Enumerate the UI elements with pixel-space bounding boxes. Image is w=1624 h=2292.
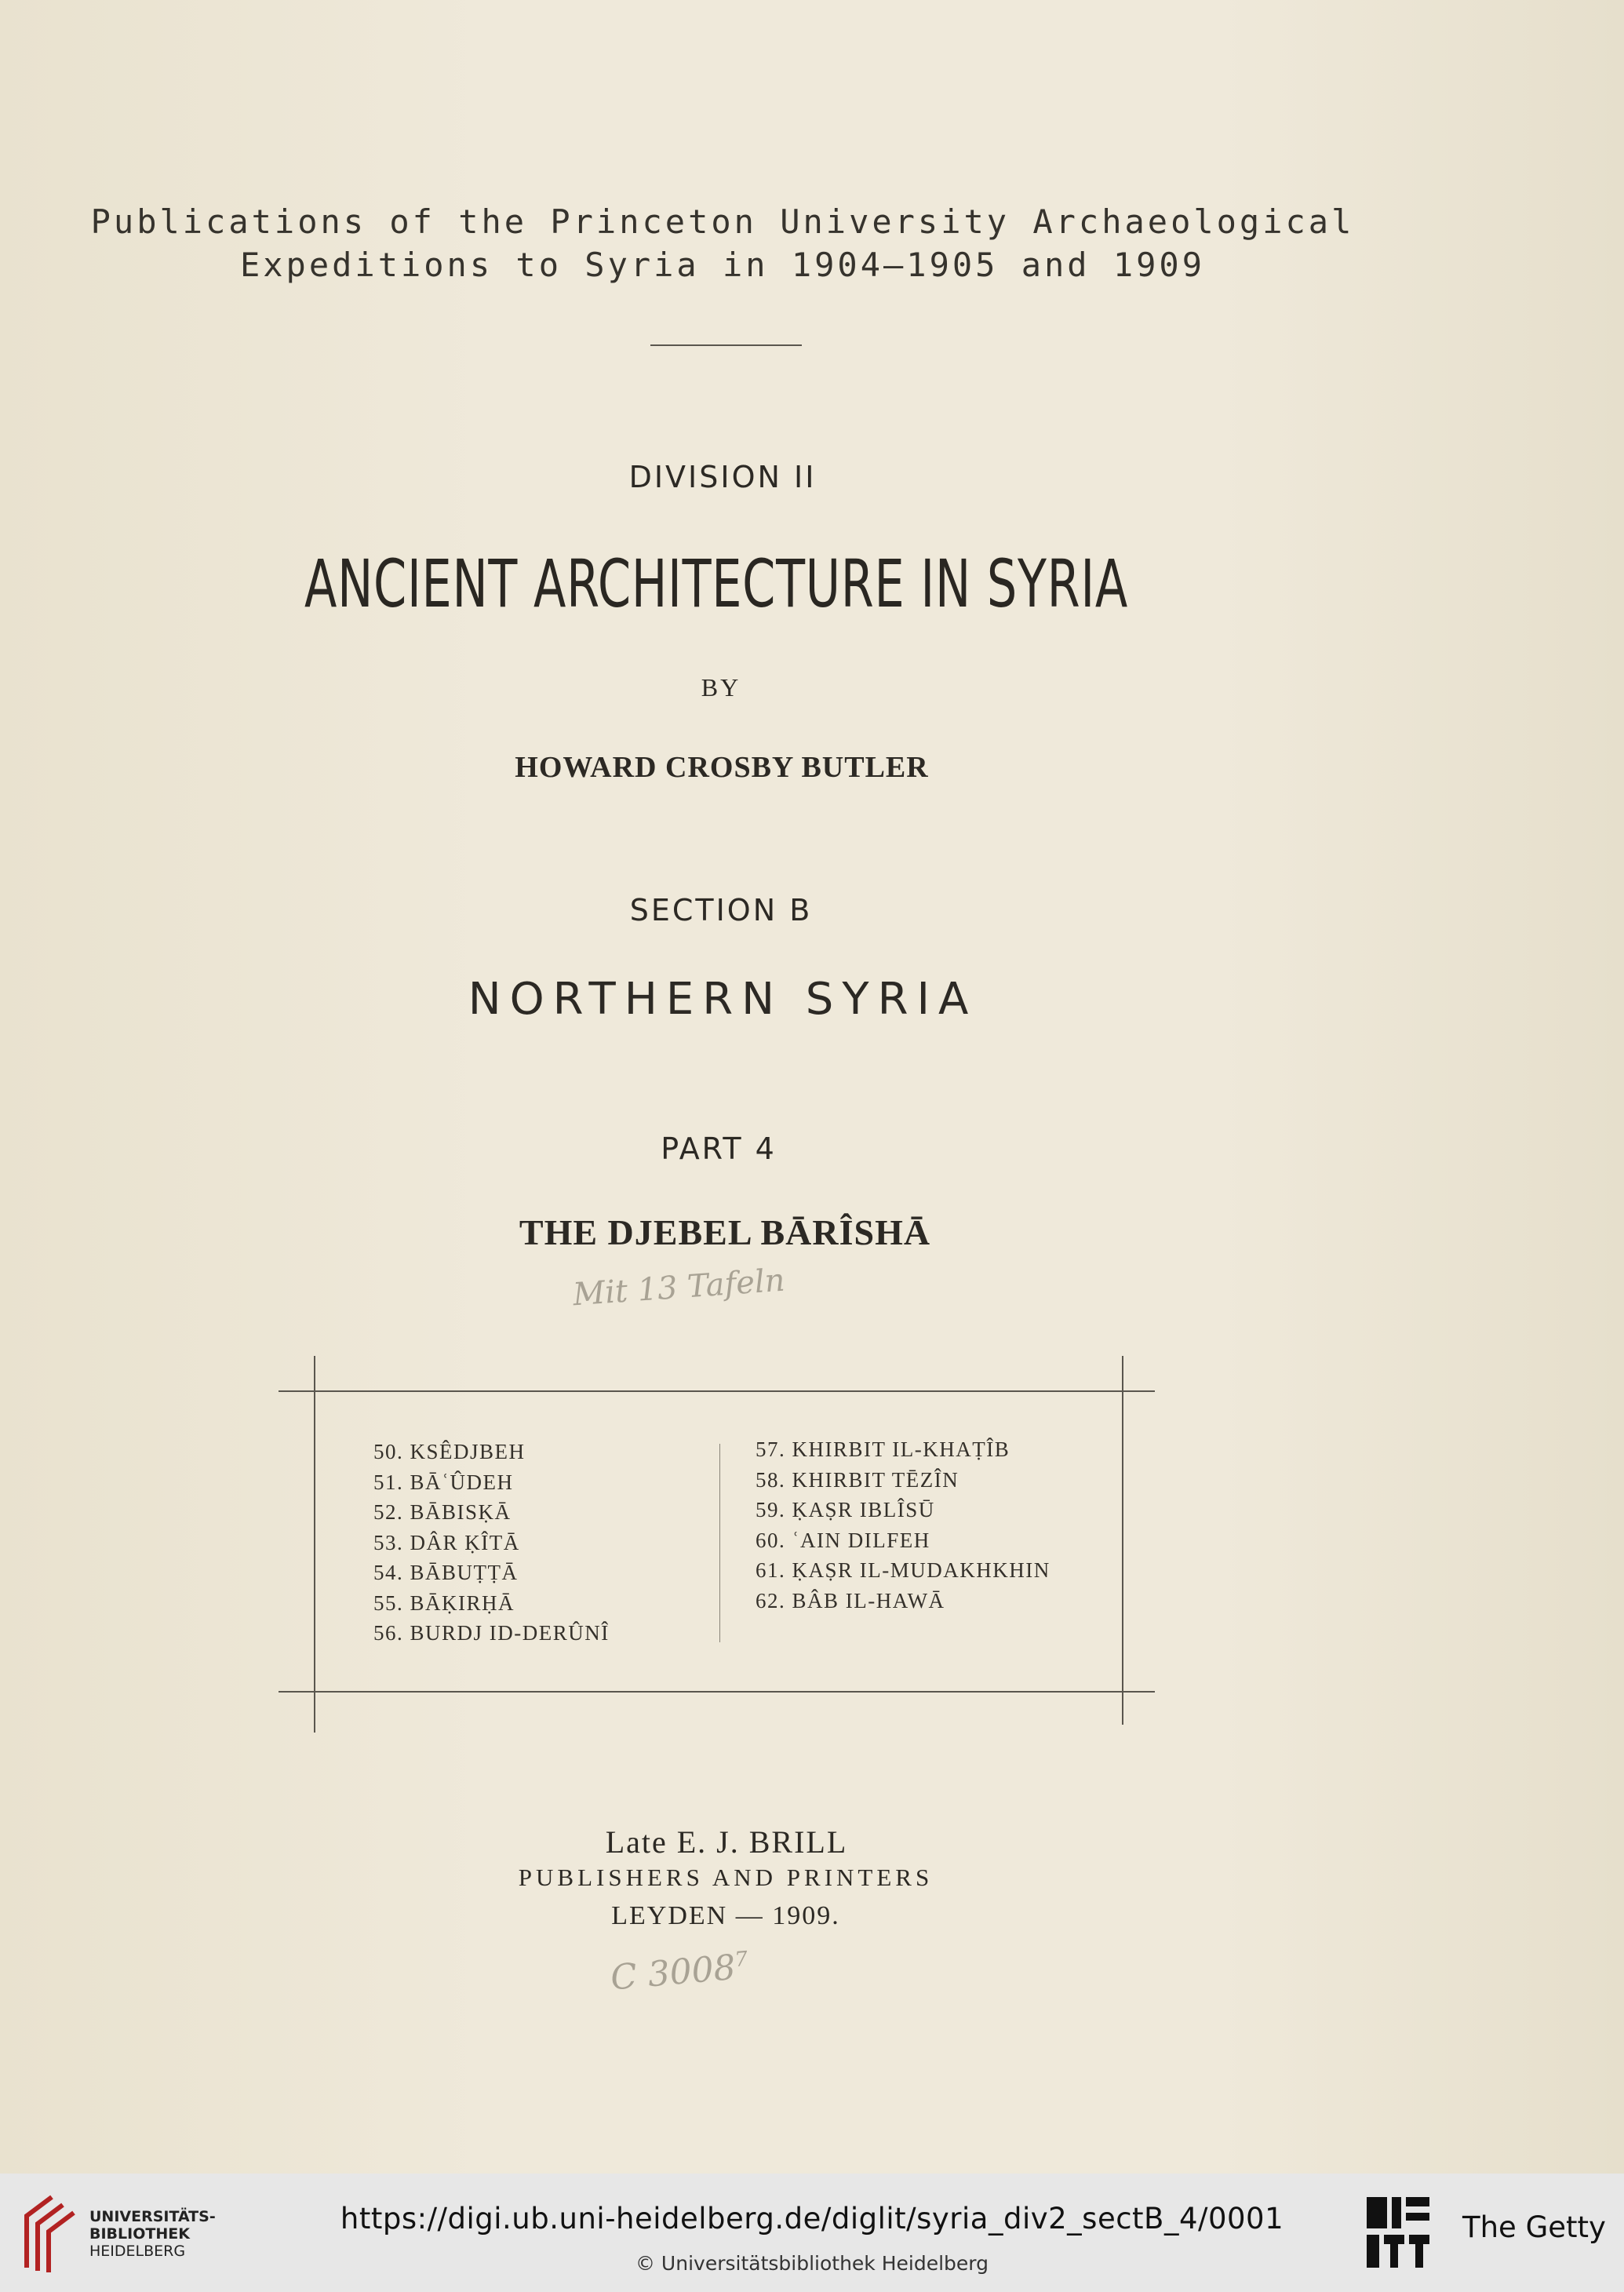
toc-entry: 57. KHIRBIT IL-KHAṬÎB	[756, 1438, 1010, 1461]
toc-entry: 52. BĀBISḲĀ	[373, 1500, 512, 1524]
main-title: ANCIENT ARCHITECTURE IN SYRIA	[304, 545, 1129, 622]
contents-right-column	[756, 1434, 1051, 1616]
publisher-line-1: Late E. J. BRILL	[605, 1824, 848, 1860]
title-divider	[650, 344, 802, 346]
permalink[interactable]: https://digi.ub.uni-heidelberg.de/diglit/syria_div2_sectB_4/0001	[340, 2202, 1284, 2236]
toc-entry: 62. BÂB IL-HAWĀ	[756, 1588, 945, 1612]
copyright-notice: © Universitätsbibliothek Heidelberg	[635, 2252, 989, 2275]
toc-entry: 50. KSÊDJBEH	[373, 1440, 526, 1463]
handwritten-note: Mit 13 Tafeln	[571, 1262, 786, 1314]
toc-entry: 58. KHIRBIT TĒZÎN	[756, 1467, 959, 1492]
by-label: BY	[701, 673, 741, 701]
section-label: SECTION B	[629, 893, 813, 927]
part-label: PART 4	[661, 1131, 777, 1166]
contents-left-column	[373, 1437, 610, 1649]
publisher-line-2: PUBLISHERS AND PRINTERS	[518, 1864, 934, 1891]
toc-entry: 56. BURDJ ID-DERÛNÎ	[373, 1621, 610, 1645]
author-name: HOWARD CROSBY BUTLER	[515, 751, 929, 784]
division-label: DIVISION II	[628, 460, 817, 494]
toc-entry: 53. DÂR ḲÎTĀ	[373, 1530, 520, 1554]
toc-entry: 51. BĀʿÛDEH	[373, 1470, 514, 1494]
shelfmark: C 3008$^7$	[609, 1947, 749, 1999]
series-line-2: Expeditions to Syria in 1904—1905 and 1909	[239, 246, 1206, 284]
section-title: NORTHERN SYRIA	[468, 974, 978, 1025]
toc-entry: 60. ʿAIN DILFEH	[756, 1528, 930, 1552]
series-line-1: Publications of the Princeton University Archaeological	[90, 202, 1355, 241]
toc-entry: 59. ḲAṢR IBLÎSŪ	[756, 1498, 935, 1521]
toc-entry: 55. BĀḲIRḤĀ	[373, 1591, 515, 1615]
footer-bar	[0, 2174, 1624, 2292]
toc-entry: 54. BĀBUṬṬĀ	[373, 1561, 519, 1584]
toc-entry: 61. ḲAṢR IL-MUDAKHKHIN	[756, 1558, 1051, 1582]
part-title: THE DJEBEL BĀRÎSHĀ	[519, 1212, 931, 1252]
getty-label: The Getty	[1462, 2210, 1606, 2244]
publisher-line-3: LEYDEN — 1909.	[611, 1901, 840, 1930]
library-name: UNIVERSITÄTS- BIBLIOTHEK HEIDELBERG	[89, 2208, 216, 2260]
getty-logo-icon	[1367, 2197, 1437, 2279]
